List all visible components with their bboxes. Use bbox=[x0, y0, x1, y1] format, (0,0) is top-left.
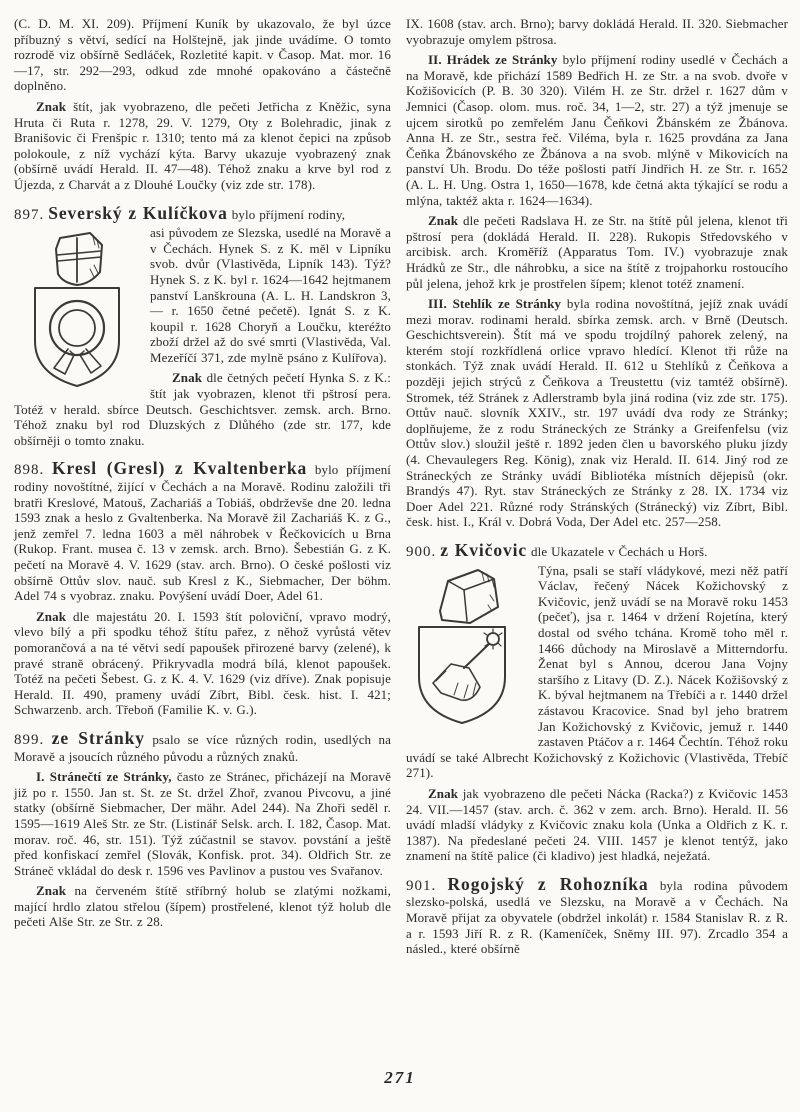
coat-of-arms-seversky-illustration bbox=[14, 227, 138, 393]
entry-897-body bbox=[14, 225, 391, 365]
znak-paragraph bbox=[14, 99, 391, 193]
body-text: byla rodina novoštítná, jejíž znak uvádí mezi morav. rodinami herald. sbírka zemsk. arch. v Brně (Deutsch. Geschichtsverein). Štít má ve spodu trojdílný pahorek zelený, na kterém stojí rozkřídlená orlice vpravo hledící. Klenot tři růže na stonkách. Týž znak uvádí Herald. II. 612 u Stehlíků z Čeňkova a později jejich strýců z Čeňkova a Treustettu (viz tamtéž obšírně). Stromek, též Stránek z Adlerstramb byla jiná rodina (viz zde str. 175). Ottův nauč. slovník XXIV., str. 197 uvádí dva rody ze Stránky; doplňujeme, že z rodu Stráneckých ze Stránky a Greifenfelsu (viz Ottův slov.) sloužil ještě r. 1892 jeden člen u bavorského pluku jízdy (4. Chevaulegers Reg. König), znak viz Herald. II. 614. Jiný rod ze Stráneckých ze Stránky uvádí Bibliotéka místních dějepisů (okr. Brandýs 47). Ryt. stav Stráneckých ze Stránky z 28. IX. 1734 viz Doer Adel 221. Různé rody Stránských (Stránecký) viz Zíbrt, Bibl. česk. hist. I., Král v. Dobrá Voda, Der Adel etc. 257—258. bbox=[406, 296, 788, 530]
entry-number: 900. bbox=[406, 544, 437, 560]
znak-paragraph bbox=[406, 213, 788, 291]
entry-number: 898. bbox=[14, 462, 45, 479]
entry-number: 899. bbox=[14, 731, 45, 748]
entry-name: ze Stránky bbox=[51, 727, 145, 748]
body-text: dle majestátu 20. I. 1593 štít poloviční, vpravo modrý, vlevo bílý a při spodku téhož štítu pařez, z něhož vyrůstá větev pomorančová a na té větvi sedí papoušek přirozené barvy (zelené), k pravé straně obrácený. Přikryvadla modrá bílá, klenot papoušek. Totéž na pečeti Šebest. G. z K. 4. V. 1629 (viz dříve). Znak popisuje Herald. II. 490, prameny uvádí Zíbrt, Bibl. česk. hist. I. 421; Schwarzenb. arch. Třeboň (Familie K. v. G.). bbox=[14, 608, 391, 718]
entry-897 bbox=[14, 202, 391, 366]
sub-family-label: III. Stehlík ze Stránky bbox=[428, 296, 562, 312]
entry-lead-text: dle Ukazatele v Čechách u Horš. bbox=[531, 544, 708, 559]
znak-paragraph bbox=[14, 609, 391, 718]
body-text: často ze Stránec, přicházejí na Moravě již po r. 1550. Jan st. St. ze St. držel Zhoř, zvanou Pivcovu, a jiné statky (obšírně Siebmacher, Der mähr. Adel 244). Na Zhoři seděl r. 1595—1619 Aleš Str. ze Str. (Listinář Selsk. arch. I. 182, Časop. Mat. morav. roč. 46, str. 151). Týž zúčastnil se stavov. povstání a ještě před konfiskací zemřel (Slovák, Konfisk. prot. 34). Oldřich Str. ze Stráneč vkládal do desk r. 1596 ves Pavlinov a pustou ves Svařanov. bbox=[14, 769, 391, 878]
entry-900-heading bbox=[406, 540, 788, 561]
znak-paragraph bbox=[14, 883, 391, 930]
continuation-paragraph bbox=[14, 16, 391, 94]
continuation-paragraph bbox=[406, 16, 788, 47]
right-column bbox=[406, 16, 788, 962]
body-text: jak vyobrazeno dle pečeti Nácka (Racka?) z Kvičovic 1453 24. VII.—1457 (stav. arch. č. 362 v zem. arch. Brno). Herald. II. 56 uvádí mladší vládyky z Kvičovic znaku kola (Unka a Oldřich z K. r. 1387). Na předeslané pečeti 24. VIII. 1457 je klenot tentýž, jako znamení na štítě palice (či kladivo) jest hladká, neježatá. bbox=[406, 785, 788, 864]
entry-899-heading-and-body bbox=[14, 727, 392, 764]
entry-900-body bbox=[406, 563, 788, 781]
coat-of-arms-kvicovic-illustration bbox=[406, 565, 526, 741]
sub-family-paragraph bbox=[14, 769, 391, 878]
znak-label: Znak bbox=[428, 213, 459, 229]
body-text: dle pečeti Radslava H. ze Str. na štítě půl jelena, klenot tři pštrosí pera (dokládá Herald. II. 228). Rukopis Středovského v arcibisk. arch. Kroměříž (Apparatus Tom. IV.) vyobrazuje znak Hrádků ze Str., dle náhrobku, a sice na štítě z trojpahorku rostoucího půl jelena, jehož krk je prostřelen šípem; klenot totéž znamení. bbox=[406, 213, 788, 291]
entry-901-heading-and-body bbox=[406, 873, 789, 957]
entry-text: byla rodina původem slezsko-polská, usedlá ve Slezsku, na Moravě a v Čechách. Na Moravě přijat za obyvatele (obdržel inkolát) r. 1584 Stanislav R. z R. a r. 1593 Jiří R. z R. (Kameníček, Sněmy III. 97). Zrcadlo 354 a násled., které obšírně bbox=[406, 877, 789, 957]
entry-lead-text: bylo příjmení rodiny, bbox=[231, 206, 346, 222]
entry-898-heading-and-body bbox=[14, 458, 392, 604]
znak-label: Znak bbox=[36, 883, 67, 899]
entry-text: psalo se více různých rodin, usedlých na Moravě a jsoucích různého původu a různých znaků. bbox=[14, 731, 392, 764]
entry-text: Týna, psali se staří vládykové, mezi něž patří Václav, řečený Nácek Kožichovský z Kvičovic, jenž uvádí se na Moravě roku 1453 (pečeť), jsa r. 1464 v držení Rojetína, který dostal od svého tchána. Kromě toho měl r. 1466 důchody na Miroslavě a Mitterndorfu. Ženat byl s Annou, dcerou Jana Vojny staršího z Litavy (D. Z.). Nácek Kožišovský z K. býval hejtmanem na Třebíči a r. 1440 držel zástavou Kracovice. Snad byl jeho bratrem Jan Kožichovský z Kvičovic, jemuž r. 1440 zastaven Ptáčov a r. 1464 Čechtín. Téhož roku uvádí se také Albrecht Kožichovský z Kožichovic (Vlastivěda, Třebíč 271). bbox=[406, 562, 788, 781]
entry-name: z Kvičovic bbox=[440, 540, 528, 560]
sub-family-label: II. Hrádek ze Stránky bbox=[428, 52, 558, 68]
sub-family-label: I. Stránečtí ze Stránky, bbox=[36, 769, 172, 785]
body-text: IX. 1608 (stav. arch. Brno); barvy dokládá Herald. II. 320. Siebmacher vyobrazuje omylem pštrosa. bbox=[406, 16, 788, 47]
entry-900 bbox=[406, 540, 788, 781]
sub-family-paragraph bbox=[406, 296, 788, 530]
entry-name: Severský z Kulíčkova bbox=[48, 202, 228, 223]
entry-898 bbox=[14, 458, 392, 604]
left-column bbox=[14, 16, 391, 962]
entry-number: 901. bbox=[406, 877, 437, 894]
entry-text: asi původem ze Slezska, usedlé na Moravě a v Čechách. Hynek S. z K. měl v Lipníku svob. dvůr (Vlastivěda, Lipník 143). Týž? Hynek S. z K. byl r. 1624—1642 hejtmanem panství Lanškrouna (A. L. H. Landskron 3, — r. 1650 četné pečetě). Ignát S. z K. koupil r. 1628 Choryň a Loučku, kteréžto zboží držel až do své smrti (Vlastivěda, Val. Mezeříčí 371, zde mylně psáno z Kulířova). bbox=[150, 225, 391, 365]
entry-name: Rogojský z Rohozníka bbox=[447, 873, 649, 894]
page-number: 271 bbox=[384, 1068, 416, 1087]
sub-family-paragraph bbox=[406, 52, 788, 208]
entry-897-heading bbox=[14, 202, 391, 224]
znak-label: Znak bbox=[36, 98, 67, 114]
znak-label: Znak bbox=[36, 608, 67, 624]
entry-number: 897. bbox=[14, 206, 45, 223]
body-text: štít, jak vyobrazeno, dle pečeti Jetřicha z Kněžic, syna Hruta či Ruta r. 1278, 29. V. 1279, Oty z Bolehradic, jinak z Branišovic či Frenšpic r. 1310; tento má za klenot čepici na způsob polokoule, z níž vychází kýta. Barvy ukazuje vyobrazený znak (obšírně uvádí Herald. II. 47—48). Téhož znaku a krve byl rod z Újezda, z Charvát a z Dlouhé Loučky (viz zde str. 178). bbox=[14, 98, 391, 192]
entry-name: Kresl (Gresl) z Kvaltenberka bbox=[52, 458, 308, 479]
entry-text: bylo příjmení rodiny novoštítné, žijící v Čechách a na Moravě. Rodinu založili tři bratři Kreslové, Matouš, Zachariáš a Tobiáš, obdrževše dne 20. ledna 1593 znak a heslo z Gvaltenberka. Na Moravě žil Zachariáš K. z G., jenž zemřel 7. ledna 1603 a měl náhrobek v Řečkovicích u Brna (Rukop. Frant. musea č. 13 v zemsk. arch. Brno). Šebestián G. z K. pečetí na Moravě 4. V. 1629 (stav. arch. Brno). O české pošlosti viz obšírně Ottův slov. nauč. sub Kresl z K., Siebmacher, Der böhm. Adel 74 s vyobraz. znaku. Povýšení uvádí Doer, Adel 61. bbox=[14, 462, 392, 604]
entry-899 bbox=[14, 727, 392, 764]
body-text: dle četných pečetí Hynka S. z K.: štít jak vyobrazen, klenot tři pštrosí pera. Totéž v herald. sbírce Deutsch. Geschichtsver. zemsk. arch. Brno. Téhož znaku byl rod Dluzských z Dlůhého (zde str. 177, kde obšírněji o tomto znaku. bbox=[14, 370, 391, 448]
body-text: na červeném štítě stříbrný holub se zlatými nožkami, mající hrdlo zlatou střelou (šípem) prostřelené, klenot týž holub dle pečeti Alše Str. ze Str. z 28. bbox=[14, 883, 391, 930]
znak-paragraph bbox=[406, 786, 788, 864]
body-text: bylo příjmení rodiny usedlé v Čechách a na Moravě, kde přichází 1589 Bedřich H. ze Str. a na svob. dvoře v Kožišovicích (P. B. 30 320). Vilém H. ze Str. držel r. 1627 dům v Jemnici (Časop. olom. mus. roč. 34, 1—2, str. 27) a týž jmenuje se ujcem sirotků po zemřelém Janu Čeňkovi Žbánském ze Žbánova. Anna H. ze Str., sestra řeč. Viléma, byla r. 1625 provdána za Jana Čeňka Žbánovského ze Žbánova a na svob. mlýně v Mikovicích na panství Uh. Brodu. Do téže pošlosti patří Jindřich H. ze Str. r. 1652 (A. L. H. Ung. Ostra 1, 1650—1678, kde četná akta týkající se rodu a mlýna, taktéž akta r. 1624—1634). bbox=[406, 52, 788, 208]
entry-901 bbox=[406, 873, 789, 957]
body-text: (C. D. M. XI. 209). Příjmení Kuník by ukazovalo, že byl úzce příbuzný s větví, sedící na Holštejně, jak jinde uvádíme. O tomto rozrodě viz obšírně Sedláček, Rozletité kapit. v Časop. Mat. mor. 16—17, str. 292—293, odkud zde mnohé opakováno a částečně doplněno. bbox=[14, 16, 391, 94]
znak-label: Znak bbox=[172, 370, 203, 386]
znak-label: Znak bbox=[428, 785, 459, 801]
